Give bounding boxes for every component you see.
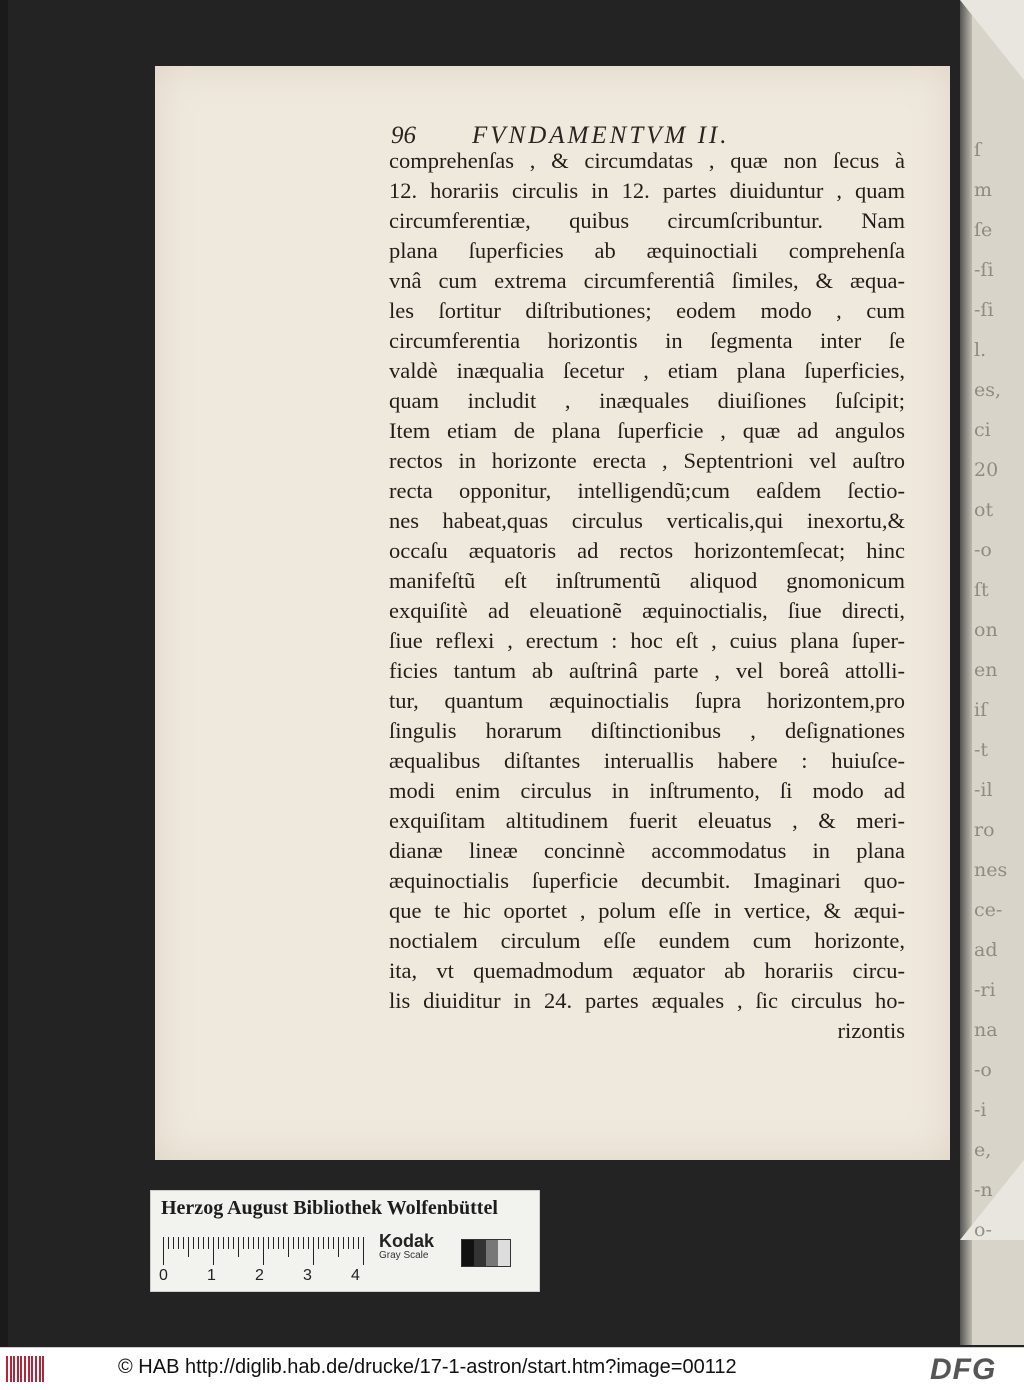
ruler-tick xyxy=(253,1237,254,1249)
ruler-tick xyxy=(208,1237,209,1249)
text-line: nes habeat,quas circulus verticalis,qui inexortu,& xyxy=(389,508,905,533)
facing-text-fragment: -n xyxy=(974,1179,993,1201)
text-line: rizontis xyxy=(837,1018,905,1043)
ruler-tick xyxy=(173,1237,174,1249)
ruler-tick xyxy=(168,1237,169,1249)
running-head: FVNDAMENTVM II. xyxy=(472,122,730,149)
text-line: plana ſuperficies ab æquinoctiali comprehenſa xyxy=(389,238,905,263)
facing-text-fragment: ſt xyxy=(974,579,989,601)
viewer-footer xyxy=(0,1347,1024,1390)
text-line: 12. horariis circulis in 12. partes diuiduntur , quam xyxy=(389,178,905,203)
facing-text-fragment: nes xyxy=(974,859,1008,881)
scale-ruler xyxy=(159,1237,361,1284)
facing-text-fragment: na xyxy=(974,1019,998,1041)
page-number: 96 xyxy=(391,122,416,149)
ruler-tick xyxy=(313,1237,314,1265)
ruler-tick xyxy=(338,1237,339,1257)
ruler-tick xyxy=(243,1237,244,1249)
ruler-tick xyxy=(233,1237,234,1249)
text-line: comprehenſas , & circumdatas , quæ non ſecus à xyxy=(389,148,905,173)
dfg-logo: DFG xyxy=(930,1353,997,1386)
text-line: que te hic oportet , polum eſſe in vertice, & æqui- xyxy=(389,898,905,923)
ruler-tick xyxy=(348,1237,349,1249)
facing-text-fragment: iſ xyxy=(974,699,988,721)
ruler-tick xyxy=(188,1237,189,1257)
text-line: vnâ cum extrema circumferentiâ ſimiles, & æqua- xyxy=(389,268,905,293)
facing-text-fragment: o- xyxy=(974,1219,992,1241)
corner-fold-top xyxy=(960,0,1024,80)
text-line: tur, quantum æquinoctialis ſupra horizontem,pro xyxy=(389,688,905,713)
facing-page-text xyxy=(974,130,1022,1250)
facing-text-fragment: ſe xyxy=(974,219,993,241)
ruler-tick xyxy=(223,1237,224,1249)
ruler-tick xyxy=(363,1237,364,1265)
text-line: dianæ lineæ concinnè accommodatus in plana xyxy=(389,838,905,863)
facing-text-fragment: ce- xyxy=(974,899,1003,921)
text-line: Item etiam de plana ſuperficie , quæ ad angulos xyxy=(389,418,905,443)
text-line: quam includit , inæquales diuiſiones ſuſcipit; xyxy=(389,388,905,413)
text-line: circumferentia horizontis in ſegmenta inter ſe xyxy=(389,328,905,353)
facing-text-fragment: -t xyxy=(974,739,989,761)
facing-text-fragment: e, xyxy=(974,1139,992,1161)
ruler-tick xyxy=(203,1237,204,1249)
ruler-tick xyxy=(248,1237,249,1249)
kodak-logo xyxy=(379,1231,434,1261)
gutter-shadow xyxy=(960,0,972,1345)
ruler-number: 2 xyxy=(255,1267,264,1284)
facing-page xyxy=(960,0,1024,1345)
text-line: æqualibus diſtantes interuallis habere : huiuſce- xyxy=(389,748,905,773)
text-line: æquinoctialis ſuperficie decumbit. Imaginari quo- xyxy=(389,868,905,893)
ruler-tick xyxy=(198,1237,199,1249)
ruler-number: 4 xyxy=(351,1267,360,1284)
facing-text-fragment: ſ xyxy=(974,139,982,161)
library-name: Herzog August Bibliothek Wolfenbüttel xyxy=(161,1197,498,1219)
ruler-tick xyxy=(178,1237,179,1249)
kodak-subtitle: Gray Scale xyxy=(379,1250,429,1261)
ruler-tick xyxy=(323,1237,324,1249)
facing-text-fragment: -i xyxy=(974,1099,987,1121)
text-line: rectos in horizonte erecta , Septentrioni vel auſtro xyxy=(389,448,905,473)
ruler-tick xyxy=(358,1237,359,1249)
ruler-tick xyxy=(328,1237,329,1249)
ruler-number: 1 xyxy=(207,1267,216,1284)
ruler-number: 3 xyxy=(303,1267,312,1284)
ruler-tick xyxy=(278,1237,279,1249)
book-page xyxy=(155,66,950,1160)
page-body-text xyxy=(389,146,905,1046)
ruler-tick xyxy=(183,1237,184,1249)
facing-text-fragment: ad xyxy=(974,939,998,961)
text-line: ita, vt quemadmodum æquator ab horariis circu- xyxy=(389,958,905,983)
facing-text-fragment: 20 xyxy=(974,459,999,481)
ruler-tick xyxy=(333,1237,334,1249)
marginal-note-bleedthrough xyxy=(273,158,373,230)
copyright-link[interactable]: © HAB http://diglib.hab.de/drucke/17-1-astron/start.htm?image=00112 xyxy=(118,1356,737,1378)
text-line: modi enim circulus in inſtrumento, ſi modo ad xyxy=(389,778,905,803)
book-left-edge xyxy=(0,0,8,1347)
facing-text-fragment: on xyxy=(974,619,998,641)
ruler-tick xyxy=(288,1237,289,1257)
text-line: exquiſitam altitudinem fuerit eleuatus , & meri- xyxy=(389,808,905,833)
ruler-tick xyxy=(193,1237,194,1249)
ruler-tick xyxy=(318,1237,319,1249)
facing-text-fragment: ro xyxy=(974,819,995,841)
facing-text-fragment: ot xyxy=(974,499,994,521)
text-line: occaſu æquatoris ad rectos horizontemſecat; hinc xyxy=(389,538,905,563)
ruler-tick xyxy=(353,1237,354,1249)
text-line: ſingulis horarum diſtinctionibus , deſignationes xyxy=(389,718,905,743)
ruler-tick xyxy=(303,1237,304,1249)
ruler-tick xyxy=(263,1237,264,1265)
ruler-tick xyxy=(308,1237,309,1249)
text-line: manifeſtũ eſt inſtrumentũ aliquod gnomonicum xyxy=(389,568,905,593)
ruler-tick xyxy=(268,1237,269,1249)
facing-text-fragment: -o xyxy=(974,539,992,561)
ruler-tick xyxy=(283,1237,284,1249)
facing-text-fragment: -ri xyxy=(974,979,996,1001)
ruler-tick xyxy=(228,1237,229,1249)
text-line: ficies tantum ab auſtrinâ parte , vel boreâ attolli- xyxy=(389,658,905,683)
facing-text-fragment: -il xyxy=(974,779,993,801)
ruler-tick xyxy=(163,1237,164,1265)
facing-text-fragment: -ſi xyxy=(974,299,994,321)
gray-scale-strip xyxy=(461,1239,511,1267)
text-line: circumferentiæ, quibus circumſcribuntur. Nam xyxy=(389,208,905,233)
barcode-icon xyxy=(6,1356,46,1382)
text-line: lis diuiditur in 24. partes æquales , ſic circulus ho- xyxy=(389,988,905,1013)
facing-text-fragment: ci xyxy=(974,419,991,441)
ruler-tick xyxy=(213,1237,214,1265)
ruler-tick xyxy=(298,1237,299,1249)
facing-text-fragment: -o xyxy=(974,1059,992,1081)
ruler-number: 0 xyxy=(159,1267,168,1284)
kodak-brand: Kodak xyxy=(379,1231,435,1251)
ruler-tick xyxy=(258,1237,259,1249)
text-line: valdè inæqualia ſecetur , etiam plana ſuperficies, xyxy=(389,358,905,383)
text-line: recta opponitur, intelligendũ;cum eaſdem ſectio- xyxy=(389,478,905,503)
facing-text-fragment: es, xyxy=(974,379,1002,401)
text-line: exquiſitè ad eleuationẽ æquinoctialis, ſiue directi, xyxy=(389,598,905,623)
facing-text-fragment: en xyxy=(974,659,998,681)
text-line: noctialem circulum eſſe eundem cum horizonte, xyxy=(389,928,905,953)
facing-text-fragment: l. xyxy=(974,339,987,361)
ruler-tick xyxy=(238,1237,239,1257)
ruler-tick xyxy=(218,1237,219,1249)
ruler-tick xyxy=(293,1237,294,1249)
ruler-tick xyxy=(273,1237,274,1249)
facing-text-fragment: m xyxy=(974,179,993,201)
calibration-card xyxy=(150,1190,540,1292)
ruler-tick xyxy=(343,1237,344,1249)
text-line: ſiue reflexi , erectum : hoc eſt , cuius plana ſuper- xyxy=(389,628,905,653)
facing-text-fragment: -ſi xyxy=(974,259,994,281)
text-line: les ſortitur diſtributiones; eodem modo , cum xyxy=(389,298,905,323)
